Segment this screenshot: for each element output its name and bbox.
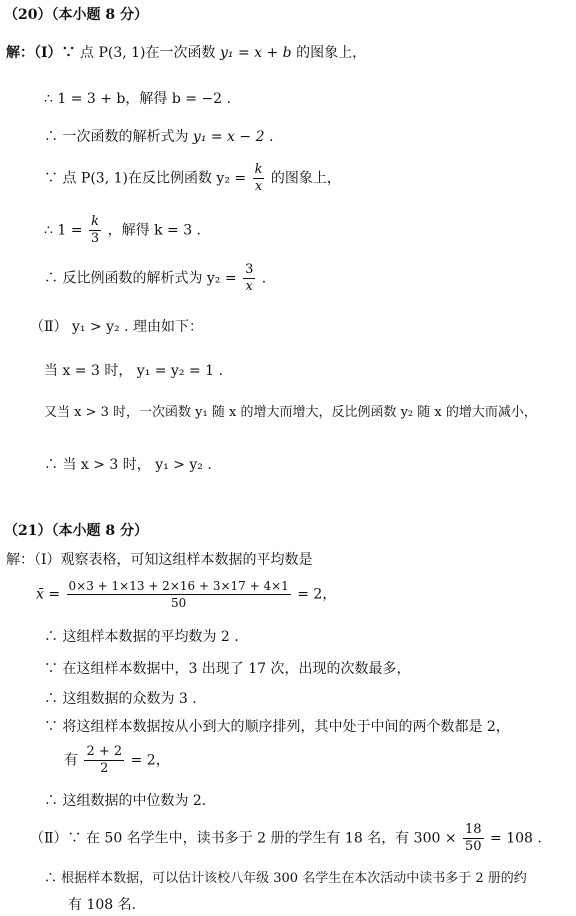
q20-s6-line	[44, 262, 266, 295]
q21-s5-den: 2	[84, 760, 124, 777]
q21-s5-line	[64, 744, 170, 777]
q20-s2: ∴ 1 = 3 + b，解得 b = −2 .	[44, 91, 231, 107]
q21-s2: ∵ 在这组样本数据中，3 出现了 17 次，出现的次数最多，	[44, 661, 411, 677]
q21-s5-fraction	[84, 744, 124, 777]
q20-s3-eq: y₁ = x − 2 .	[192, 129, 274, 145]
q21-part2-s1: ∴ 根据样本数据，可以估计该校八年级 300 名学生在本次活动中读书多于 2 册的约	[44, 871, 527, 886]
q20-s4-num: k	[254, 162, 263, 177]
q20-s3-pre: ∴ 一次函数的解析式为	[44, 129, 189, 145]
q20-s5-post: ，解得 k = 3 .	[107, 222, 202, 239]
q21-part2-line1	[30, 822, 542, 855]
q20-s5-den: 3	[90, 231, 100, 246]
q20-part1-label: 解：（Ⅰ）∵	[6, 45, 76, 61]
q21-calc-post: = 108 .	[490, 830, 542, 847]
q21-mean-den: 50	[67, 594, 291, 611]
q20-s6-post: .	[261, 270, 267, 287]
q20-s3-line	[44, 128, 273, 146]
q21-header: （21）（本小题 8 分）	[4, 523, 148, 539]
q20-s5-pre: ∴ 1 =	[44, 222, 83, 239]
q20-s6-num: 3	[245, 262, 254, 277]
q21-s5-num: 2 + 2	[86, 744, 123, 759]
q20-part1-line1	[6, 44, 366, 62]
q20-s4-fraction	[253, 162, 265, 195]
q20-s4-pre: ∵ 点 P(3, 1)在反比例函数 y₂ =	[44, 170, 247, 187]
q20-part2-s3: 又当 x > 3 时，一次函数 y₁ 随 x 的增大而增大，反比例函数 y₂ 随 x 的增大而减小，	[44, 405, 537, 420]
q20-part2-s4: ∴ 当 x > 3 时， y₁ > y₂ .	[44, 457, 212, 473]
q20-s1-pre: 点 P(3, 1)在一次函数	[80, 45, 216, 61]
q20-s5-fraction	[89, 214, 101, 247]
q21-mean-num: 0×3 + 1×13 + 2×16 + 3×17 + 4×1	[68, 579, 289, 593]
q20-s6-pre: ∴ 反比例函数的解析式为 y₂ =	[44, 270, 237, 287]
q20-part2-s2: 当 x = 3 时， y₁ = y₂ = 1 .	[44, 363, 223, 379]
q21-calc-num: 18	[465, 822, 482, 837]
q20-s5-num: k	[91, 214, 99, 229]
q20-part2-s1: y₁ > y₂ . 理由如下：	[71, 319, 203, 335]
q21-s1: ∴ 这组样本数据的平均数为 2 .	[44, 629, 239, 645]
q21-s5-pre: 有	[64, 752, 78, 769]
q20-part2-line1	[30, 318, 203, 336]
q21-mean-fraction	[67, 578, 291, 611]
q20-header: （20）（本小题 8 分）	[4, 7, 148, 23]
q21-calc-den: 50	[465, 839, 482, 854]
q20-s4-den: x	[253, 178, 265, 195]
q21-mean-lhs: x̄ =	[36, 586, 61, 603]
q21-s5-post: = 2，	[130, 752, 170, 769]
q21-mean-line	[36, 578, 336, 611]
q20-s1-y1: y₁ = x + b	[219, 45, 292, 61]
q20-part2-label: （Ⅱ）	[30, 319, 68, 335]
q20-s6-den: x	[243, 278, 255, 295]
q21-s6: ∴ 这组数据的中位数为 2.	[44, 793, 207, 809]
q21-calc-fraction	[463, 822, 484, 855]
q21-part2-label: （Ⅱ）∵ 在 50 名学生中，读书多于 2 册的学生有 18 名，有	[30, 830, 410, 847]
q21-s3: ∴ 这组数据的众数为 3 .	[44, 691, 197, 707]
q20-s1-post: 的图象上，	[296, 45, 367, 61]
q21-part1-label: 解：（Ⅰ）观察表格，可知这组样本数据的平均数是	[6, 552, 313, 568]
q21-s4: ∵ 将这组样本数据按从小到大的顺序排列，其中处于中间的两个数都是 2，	[44, 719, 510, 735]
q21-part2-s2: 有 108 名.	[68, 897, 137, 913]
q20-s4-line	[44, 162, 341, 195]
q21-mean-rhs: = 2，	[297, 586, 337, 603]
q20-s6-fraction	[243, 262, 255, 295]
q20-s5-line	[44, 214, 201, 247]
q21-calc-pre: 300 ×	[413, 830, 457, 847]
q20-s4-post: 的图象上，	[270, 170, 341, 187]
